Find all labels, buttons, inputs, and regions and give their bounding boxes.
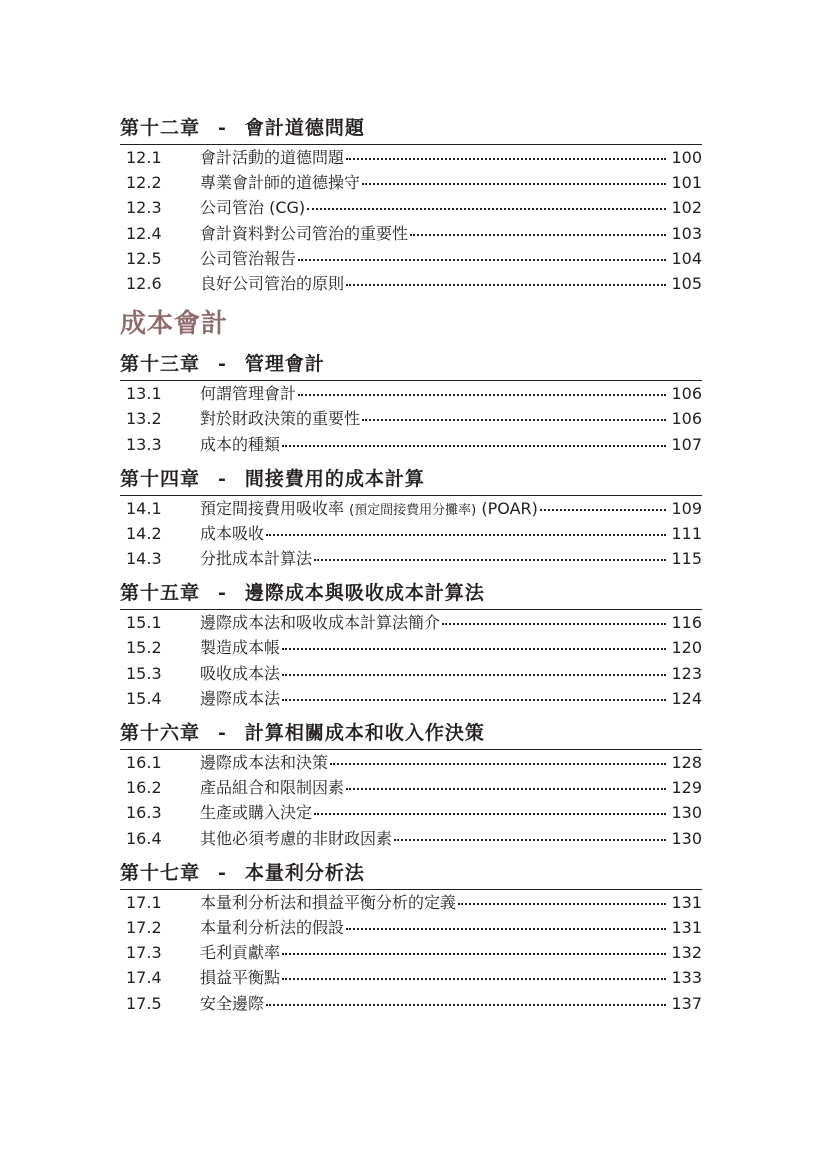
entry-title: 會計活動的道德問題 — [200, 148, 345, 167]
entry-number: 13.1 — [126, 384, 162, 404]
entry-page: 137 — [671, 993, 702, 1013]
dot-leader — [346, 157, 666, 160]
entry-number: 16.1 — [126, 753, 162, 772]
chapter-label: 第十七章 — [120, 861, 201, 884]
entry-number: 17.5 — [126, 993, 162, 1013]
entry-number: 14.1 — [126, 498, 162, 518]
entry-page: 106 — [671, 384, 702, 404]
chapter-label: 第十三章 — [120, 353, 201, 376]
chapter-title: 間接費用的成本計算 — [244, 467, 425, 490]
entry-title: 安全邊際 — [200, 993, 265, 1013]
entry-title: 生產或購入決定 — [200, 803, 313, 823]
entry-page: 109 — [671, 498, 702, 518]
entry-title: 成本的種類 — [200, 434, 281, 454]
dot-leader — [282, 977, 666, 980]
chapter-label: 第十六章 — [120, 722, 201, 744]
toc-entry[interactable] — [120, 686, 702, 711]
toc-entry[interactable] — [120, 750, 702, 775]
entry-title — [200, 496, 538, 523]
entry-page: 111 — [671, 523, 702, 543]
toc-entry[interactable] — [120, 610, 702, 635]
entry-title: 對於財政決策的重要性 — [200, 409, 361, 429]
entry-page: 102 — [671, 198, 702, 218]
dot-leader — [266, 1003, 666, 1006]
entry-title: 專業會計師的道德操守 — [200, 173, 361, 193]
entry-number: 15.3 — [126, 663, 162, 683]
chapter-16-heading — [120, 717, 702, 749]
dot-leader — [410, 233, 666, 236]
entry-number: 12.6 — [126, 273, 162, 293]
toc-entry[interactable] — [120, 432, 702, 457]
entry-title: 其他必須考慮的非財政因素 — [200, 828, 393, 848]
entry-page: 105 — [671, 273, 702, 293]
chapter-label: 第十四章 — [120, 467, 201, 490]
dot-leader — [266, 533, 666, 536]
entry-page: 124 — [671, 688, 702, 708]
chapter-title: 會計道德問題 — [244, 117, 365, 139]
toc-entry[interactable] — [120, 890, 702, 915]
toc-entry[interactable] — [120, 496, 702, 521]
entry-page: 131 — [671, 892, 702, 912]
chapter-dash: - — [218, 117, 227, 139]
entry-title: 本量利分析法的假設 — [200, 917, 345, 937]
dot-leader — [330, 762, 666, 765]
entry-title-suffix: (POAR) — [481, 498, 538, 518]
entry-number: 17.4 — [126, 968, 162, 988]
entry-page: 129 — [671, 778, 702, 798]
entry-number: 12.5 — [126, 248, 162, 268]
chapter-12-entries — [120, 144, 702, 296]
entry-title: 損益平衡點 — [200, 968, 281, 988]
chapter-15-entries — [120, 609, 702, 711]
toc-entry[interactable] — [120, 546, 702, 571]
entry-number: 15.2 — [126, 638, 162, 658]
entry-title: 何謂管理會計 — [200, 384, 297, 404]
dot-leader — [282, 673, 666, 676]
entry-title: 邊際成本法和決策 — [200, 753, 329, 772]
entry-number: 16.2 — [126, 778, 162, 798]
entry-page: 132 — [671, 943, 702, 963]
chapter-label: 第十二章 — [120, 117, 201, 139]
entry-title: 公司管治報告 — [200, 248, 297, 268]
chapter-title: 邊際成本與吸收成本計算法 — [244, 582, 485, 605]
dot-leader — [362, 418, 666, 421]
dot-leader — [298, 258, 666, 261]
entry-page: 130 — [671, 803, 702, 823]
chapter-17-entries — [120, 889, 702, 1016]
entry-page: 106 — [671, 409, 702, 429]
dot-leader — [346, 787, 666, 790]
entry-number: 15.1 — [126, 613, 162, 633]
chapter-12-heading — [120, 112, 702, 144]
chapter-title: 計算相關成本和收入作決策 — [244, 722, 485, 744]
toc-entry[interactable] — [120, 271, 702, 296]
dot-leader — [346, 283, 666, 286]
dot-leader — [314, 558, 666, 561]
chapter-title: 管理會計 — [244, 353, 325, 376]
chapter-13-entries — [120, 380, 702, 457]
entry-page: 123 — [671, 663, 702, 683]
toc-entry[interactable] — [120, 381, 702, 406]
toc-entry[interactable] — [120, 915, 702, 940]
dot-leader — [282, 444, 666, 447]
dot-leader — [282, 647, 666, 650]
entry-number: 17.1 — [126, 892, 162, 912]
dot-leader — [282, 698, 666, 701]
entry-page: 120 — [671, 638, 702, 658]
entry-number: 17.3 — [126, 943, 162, 963]
toc-entry[interactable] — [120, 246, 702, 271]
entry-title: 本量利分析法和損益平衡分析的定義 — [200, 892, 457, 912]
toc-entry[interactable] — [120, 406, 702, 431]
chapter-dash: - — [218, 353, 227, 376]
entry-page: 103 — [671, 223, 702, 243]
entry-page: 130 — [671, 828, 702, 848]
toc-entry[interactable] — [120, 145, 702, 170]
chapter-14-entries — [120, 495, 702, 572]
entry-page: 100 — [671, 148, 702, 167]
dot-leader — [394, 838, 666, 841]
toc-entry[interactable] — [120, 800, 702, 825]
dot-leader — [307, 207, 666, 210]
chapter-15-heading — [120, 577, 702, 609]
toc-entry[interactable] — [120, 965, 702, 990]
toc-entry[interactable] — [120, 521, 702, 546]
entry-title: 毛利貢獻率 — [200, 943, 281, 963]
entry-number: 12.4 — [126, 223, 162, 243]
entry-page: 104 — [671, 248, 702, 268]
toc-entry[interactable] — [120, 826, 702, 851]
toc-entry[interactable] — [120, 661, 702, 686]
entry-number: 12.1 — [126, 148, 162, 167]
entry-title: 產品組合和限制因素 — [200, 778, 345, 798]
entry-title: 邊際成本法和吸收成本計算法簡介 — [200, 613, 441, 633]
entry-title: 吸收成本法 — [200, 663, 281, 683]
toc-entry[interactable] — [120, 170, 702, 195]
entry-title: 良好公司管治的原則 — [200, 273, 345, 293]
chapter-dash: - — [218, 722, 227, 744]
entry-title: 成本吸收 — [200, 523, 265, 543]
chapter-16-entries — [120, 749, 702, 851]
entry-number: 12.2 — [126, 173, 162, 193]
dot-leader — [362, 182, 666, 185]
entry-page: 107 — [671, 434, 702, 454]
chapter-title: 本量利分析法 — [244, 861, 365, 884]
entry-page: 133 — [671, 968, 702, 988]
entry-title: 分批成本計算法 — [200, 549, 313, 569]
dot-leader — [282, 952, 666, 955]
dot-leader — [442, 622, 666, 625]
chapter-dash: - — [218, 861, 227, 884]
part-title: 成本會計 — [120, 309, 229, 340]
entry-page: 131 — [671, 917, 702, 937]
chapter-14-heading — [120, 463, 702, 495]
dot-leader — [540, 508, 666, 511]
entry-number: 14.2 — [126, 523, 162, 543]
toc-entry[interactable] — [120, 635, 702, 660]
toc-entry[interactable] — [120, 940, 702, 965]
toc-entry[interactable] — [120, 195, 702, 220]
dot-leader — [346, 927, 666, 930]
entry-number: 14.3 — [126, 549, 162, 569]
chapter-dash: - — [218, 467, 227, 490]
chapter-dash: - — [218, 582, 227, 605]
chapter-label: 第十五章 — [120, 582, 201, 605]
toc-entry[interactable] — [120, 991, 702, 1016]
entry-title-note: (預定間接費用分攤率) — [349, 502, 477, 518]
entry-number: 15.4 — [126, 688, 162, 708]
entry-title-main: 預定間接費用吸收率 — [200, 498, 345, 518]
entry-number: 12.3 — [126, 198, 162, 218]
chapter-13-heading — [120, 348, 702, 380]
entry-number: 13.3 — [126, 434, 162, 454]
entry-page: 128 — [671, 753, 702, 772]
toc-entry[interactable] — [120, 775, 702, 800]
entry-number: 16.3 — [126, 803, 162, 823]
entry-page: 101 — [671, 173, 702, 193]
entry-title: 會計資料對公司管治的重要性 — [200, 223, 409, 243]
entry-number: 13.2 — [126, 409, 162, 429]
entry-page: 116 — [671, 613, 702, 633]
entry-title: 製造成本帳 — [200, 638, 281, 658]
entry-number: 17.2 — [126, 917, 162, 937]
chapter-17-heading — [120, 857, 702, 889]
entry-number: 16.4 — [126, 828, 162, 848]
entry-title: 公司管治 (CG) — [200, 198, 306, 218]
dot-leader — [298, 393, 666, 396]
entry-title: 邊際成本法 — [200, 688, 281, 708]
dot-leader — [458, 902, 666, 905]
dot-leader — [314, 812, 666, 815]
table-of-contents — [120, 112, 702, 1016]
entry-page: 115 — [671, 549, 702, 569]
toc-entry[interactable] — [120, 221, 702, 246]
